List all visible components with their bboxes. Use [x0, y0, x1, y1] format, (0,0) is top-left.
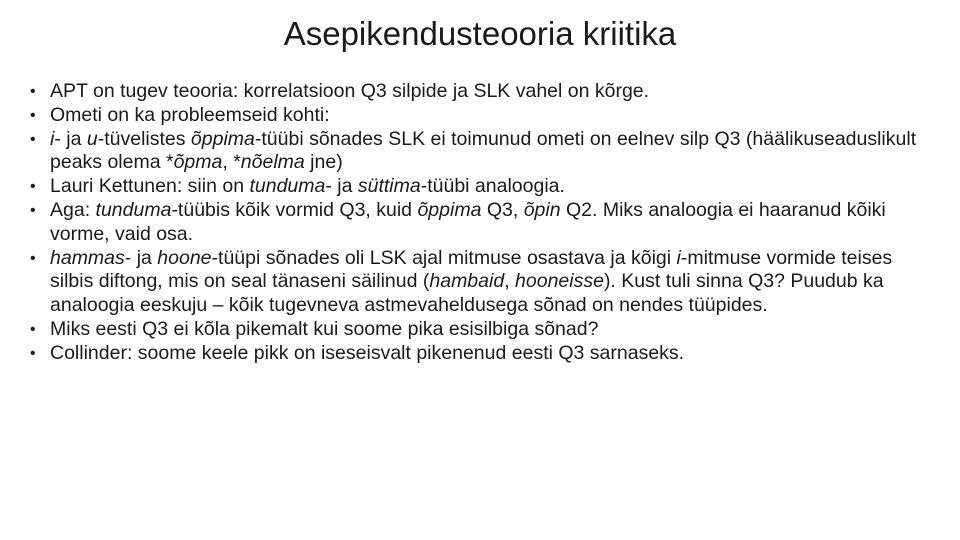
bullet-item: [30, 128, 935, 176]
bullet-item: [30, 104, 935, 128]
italic-term: tunduma: [249, 175, 326, 198]
text-segment: Q2. Miks analoogia ei haaranud kõiki vorme, vaid osa.: [50, 198, 886, 245]
slide-title: Asepikendusteooria kriitika: [283, 15, 677, 52]
bullet-item: [30, 80, 935, 104]
text-segment: Miks eesti Q3 ei kõla pikemalt kui soome pika esisilbiga sõnad?: [50, 317, 599, 340]
text-segment: , *: [222, 151, 241, 174]
text-segment: Q3,: [481, 198, 524, 221]
text-segment: ,: [504, 270, 516, 293]
bullet-dot-icon: •: [30, 201, 36, 219]
text-segment: ). Kust tuli sinna Q3? Puudub ka analoogia eeskuju – kõik tugevneva astmevaheldusega sõnad on nendes tüüpides.: [50, 270, 884, 317]
text-segment: Lauri Kettunen: siin on: [50, 175, 250, 198]
italic-term: nõelma: [240, 151, 305, 174]
italic-term: õpma: [173, 151, 223, 174]
bullet-dot-icon: •: [30, 130, 36, 148]
italic-term: hammas: [50, 246, 125, 269]
text-segment: -tüvelistes: [97, 127, 191, 150]
italic-term: hambaid: [429, 270, 505, 293]
text-segment: jne): [304, 151, 343, 174]
text-segment: APT on tugev teooria: korrelatsioon Q3 silpide ja SLK vahel on kõrge.: [50, 80, 650, 102]
bullet-item: [30, 175, 935, 199]
bullet-list: [30, 80, 935, 366]
bullet-dot-icon: •: [30, 178, 36, 196]
bullet-item: [30, 247, 935, 318]
text-segment: -tüübi sõnades SLK ei toimunud ometi on eelnev silp Q3 (häälikuseaduslikult peaks olema *: [50, 127, 917, 174]
bullet-dot-icon: •: [30, 249, 36, 267]
text-segment: Collinder: soome keele pikk on iseseisvalt pikenenud eesti Q3 sarnaseks.: [50, 341, 685, 364]
italic-term: õpin: [523, 198, 561, 221]
text-segment: -mitmuse vormide teises silbis diftong, mis on seal tänaseni säilinud (: [50, 246, 893, 293]
bullet-item: [30, 342, 935, 366]
text-segment: Aga:: [50, 198, 96, 221]
italic-term: tunduma: [95, 198, 172, 221]
italic-term: i: [676, 246, 681, 269]
text-segment: -tüübis kõik vormid Q3, kuid: [171, 198, 418, 221]
italic-term: hooneisse: [515, 270, 604, 293]
text-segment: - ja: [325, 175, 358, 198]
italic-term: õppima: [190, 127, 255, 150]
bullet-text: [50, 80, 649, 102]
bullet-dot-icon: •: [30, 344, 36, 362]
bullet-item: [30, 199, 935, 247]
bullet-dot-icon: •: [30, 320, 36, 338]
bullet-dot-icon: •: [30, 83, 36, 100]
text-segment: Ometi on ka probleemseid kohti:: [50, 103, 330, 126]
italic-term: hoone: [157, 246, 212, 269]
bullet-item: [30, 318, 935, 342]
text-segment: -tüüpi sõnades oli LSK ajal mitmuse osastava ja kõigi: [211, 246, 677, 269]
text-segment: -tüübi analoogia.: [420, 175, 565, 198]
italic-term: süttima: [357, 175, 421, 198]
bullet-text: [50, 199, 886, 245]
italic-term: õppima: [417, 198, 482, 221]
bullet-text: [50, 247, 892, 317]
italic-term: u: [86, 127, 98, 150]
bullet-text: [50, 342, 684, 364]
bullet-text: [50, 104, 330, 126]
italic-term: i: [50, 127, 55, 150]
text-segment: - ja: [124, 246, 158, 269]
bullet-text: [50, 128, 916, 174]
bullet-text: [50, 175, 565, 197]
bullet-dot-icon: •: [30, 106, 36, 124]
text-segment: - ja: [54, 127, 87, 150]
bullet-text: [50, 318, 598, 340]
